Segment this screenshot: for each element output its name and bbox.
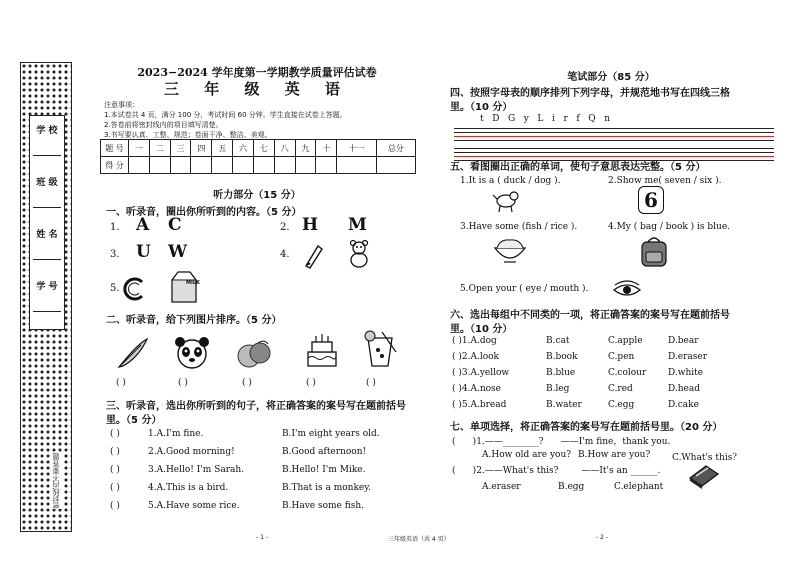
q1-item-number: 5.: [110, 283, 120, 294]
panda-icon: [172, 334, 212, 372]
q3-option-b: B.Hello! I'm Mike.: [282, 465, 366, 475]
pencil-icon[interactable]: [302, 242, 324, 268]
score-cell: 十一: [337, 140, 376, 157]
q6-option: C.egg: [608, 400, 635, 410]
q1-option[interactable]: H: [302, 215, 319, 235]
q3-title-line: 三、听录音，选出你所听到的句子，将正确答案的案号写在题前括号: [106, 401, 406, 412]
q2-answer-blank[interactable]: ( ): [116, 378, 126, 388]
peaches-icon: [236, 338, 272, 370]
notice-line: 2.答卷前将密封线内的项目填写清楚。: [104, 121, 223, 129]
q7-title: 七、单项选择，将正确答案的案号写在题前括号里。（20 分）: [450, 422, 723, 433]
q2-answer-blank[interactable]: ( ): [366, 378, 376, 388]
q1-item-number: 4.: [280, 249, 290, 260]
q6-option: B.blue: [546, 368, 576, 378]
q5-item[interactable]: 4.My ( bag / book ) is blue.: [608, 222, 731, 232]
score-cell: 九: [295, 140, 316, 157]
exam-title: 2023−2024 学年度第一学期教学质量评估试卷: [137, 66, 377, 79]
q3-option-b: B.Have some fish.: [282, 501, 364, 511]
score-row-label: 得 分: [101, 157, 129, 174]
q3-title-line: 里。（5 分）: [106, 415, 162, 426]
q3-option-a: 5.A.Have some rice.: [148, 501, 240, 511]
q1-item-number: 1.: [110, 222, 120, 233]
q3-option-a: 1.A.I'm fine.: [148, 429, 204, 439]
q6-option: B.book: [546, 352, 578, 362]
score-input[interactable]: [253, 157, 274, 174]
score-input[interactable]: [149, 157, 170, 174]
score-header-row: [101, 140, 416, 157]
q1-option[interactable]: A: [136, 215, 150, 235]
score-input[interactable]: [376, 157, 415, 174]
score-input[interactable]: [170, 157, 191, 174]
score-value-row: [101, 157, 416, 174]
bear-toy-icon[interactable]: [346, 240, 372, 268]
q2-answer-blank[interactable]: ( ): [242, 378, 252, 388]
class-field[interactable]: 班 级: [30, 172, 64, 214]
q7-option: A.How old are you?: [482, 450, 572, 460]
school-bag-icon: [638, 234, 670, 268]
q6-option: D.bear: [668, 336, 699, 346]
binding-strip: [20, 62, 72, 532]
q6-option: C.pen: [608, 352, 635, 362]
q6-title-line: 六、选出每组中不同类的一项，将正确答案的案号写在题前括号: [450, 310, 730, 321]
q2-answer-blank[interactable]: ( ): [306, 378, 316, 388]
q7-option: C.What's this？: [672, 453, 742, 463]
q6-option: C.colour: [608, 368, 647, 378]
student-info-box: [29, 115, 65, 330]
milk-carton-icon[interactable]: [168, 270, 200, 304]
school-field[interactable]: 学 校: [30, 120, 64, 162]
listening-heading: 听力部分（15 分）: [213, 190, 301, 201]
q1-option[interactable]: C: [168, 215, 182, 235]
birthday-cake-icon: [302, 330, 342, 370]
q4-title-line: 里。（10 分）: [450, 102, 513, 113]
q3-answer-blank[interactable]: ( ): [110, 465, 120, 475]
score-cell: 十: [316, 140, 337, 157]
footer-center: 三年级英语（共 4 页）: [388, 536, 450, 543]
q3-option-a: 3.A.Hello! I'm Sarah.: [148, 465, 245, 475]
milk-label: MILK: [186, 280, 200, 286]
q1-item-number: 2.: [280, 222, 290, 233]
q6-option: D.cake: [668, 400, 699, 410]
rice-bowl-icon: [492, 236, 528, 266]
q3-option-b: B.Good afternoon!: [282, 447, 367, 457]
q2-answer-blank[interactable]: ( ): [178, 378, 188, 388]
q6-option: C.apple: [608, 336, 643, 346]
score-input[interactable]: [337, 157, 376, 174]
q3-answer-blank[interactable]: ( ): [110, 447, 120, 457]
q6-option: B.water: [546, 400, 582, 410]
q1-option[interactable]: M: [348, 215, 367, 235]
q7-option: C.elephant: [614, 482, 664, 492]
q6-option: D.head: [668, 384, 701, 394]
q3-answer-blank[interactable]: ( ): [110, 429, 120, 439]
score-input[interactable]: [129, 157, 150, 174]
feather-brush-icon: [116, 336, 150, 370]
score-input[interactable]: [191, 157, 212, 174]
q6-option: D.white: [668, 368, 704, 378]
crayon-c-icon[interactable]: [122, 277, 148, 301]
q3-option-a: 4.A.This is a bird.: [148, 483, 229, 493]
q5-item[interactable]: 1.It is a ( duck / dog ).: [460, 176, 561, 186]
name-field[interactable]: 姓 名: [30, 224, 64, 266]
score-cell: 四: [191, 140, 212, 157]
q1-item-number: 3.: [110, 249, 120, 260]
q7-stem[interactable]: ( )2.——What's this? ——It's an ______.: [452, 466, 661, 476]
page-number-right: - 2 -: [596, 534, 608, 541]
notice-title: 注意事项：: [104, 101, 139, 109]
score-input[interactable]: [295, 157, 316, 174]
score-input[interactable]: [316, 157, 337, 174]
writing-heading: 笔试部分（85 分）: [567, 72, 655, 83]
eraser-icon: [686, 462, 720, 490]
q5-item[interactable]: 5.Open your ( eye / mouth ).: [460, 284, 589, 294]
q7-option: A.eraser: [482, 482, 521, 492]
q6-option[interactable]: ( )4.A.nose: [452, 384, 501, 394]
q4-title-line: 四、按照字母表的顺序排列下列字母，并规范地书写在四线三格: [450, 88, 730, 99]
score-cell: 二: [149, 140, 170, 157]
notice-line: 3.书写要认真、工整、规范；卷面干净、整洁、美观。: [104, 131, 272, 139]
q1-option[interactable]: U: [136, 242, 151, 262]
q2-title: 二、听录音，给下列图片排序。（5 分）: [106, 315, 282, 326]
score-cell: 八: [274, 140, 295, 157]
q7-option: B.How are you?: [578, 450, 651, 460]
score-cell: 七: [253, 140, 274, 157]
six-card: 6: [638, 186, 664, 214]
q4-letter-list: t D G y L i r f Q n: [480, 114, 611, 124]
q1-option[interactable]: W: [168, 242, 188, 262]
exam-subject: 三 年 级 英 语: [164, 80, 350, 98]
q6-option[interactable]: ( )1.A.dog: [452, 336, 497, 346]
four-line-grid[interactable]: [454, 128, 774, 144]
q3-option-a: 2.A.Good morning!: [148, 447, 235, 457]
q6-option: B.cat: [546, 336, 570, 346]
q1-title: 一、听录音，圈出你所听到的内容。（5 分）: [106, 207, 302, 218]
q5-item[interactable]: 2.Show me( seven / six ).: [608, 176, 722, 186]
q7-stem[interactable]: ( )1.——________? ——I'm fine，thank you.: [452, 437, 671, 447]
score-input[interactable]: [233, 157, 254, 174]
score-cell: 三: [170, 140, 191, 157]
q7-option: B.egg: [558, 482, 585, 492]
juice-glass-icon: [360, 330, 400, 370]
q3-option-b: B.I'm eight years old.: [282, 429, 380, 439]
q6-option[interactable]: ( )3.A.yellow: [452, 368, 510, 378]
q6-option: D.eraser: [668, 352, 707, 362]
q3-answer-blank[interactable]: ( ): [110, 501, 120, 511]
q5-title: 五、看图圈出正确的单词，使句子意思表达完整。（5 分）: [450, 162, 706, 173]
seal-line-text: 密封线内不要答题: [50, 453, 64, 509]
score-cell: 五: [212, 140, 233, 157]
score-table: [100, 139, 416, 174]
eye-icon: [612, 282, 642, 298]
q6-option[interactable]: ( )5.A.bread: [452, 400, 507, 410]
score-input[interactable]: [212, 157, 233, 174]
score-cell: 总分: [376, 140, 415, 157]
q6-option[interactable]: ( )2.A.look: [452, 352, 499, 362]
q6-option: C.red: [608, 384, 633, 394]
score-cell: 一: [129, 140, 150, 157]
score-cell: 题 号: [101, 140, 129, 157]
q6-option: B.leg: [546, 384, 570, 394]
notice-line: 1.本试卷共 4 页，满分 100 分，考试时间 60 分钟。学生直接在试卷上答题。: [104, 111, 347, 119]
student-number-field[interactable]: 学 号: [30, 276, 64, 318]
exam-notice: [104, 100, 347, 140]
score-cell: 六: [233, 140, 254, 157]
dog-icon: [492, 189, 522, 213]
q6-title-line: 里。（10 分）: [450, 324, 513, 335]
q5-item[interactable]: 3.Have some (fish / rice ).: [460, 222, 578, 232]
q3-option-b: B.That is a monkey.: [282, 483, 371, 493]
score-input[interactable]: [274, 157, 295, 174]
q3-answer-blank[interactable]: ( ): [110, 483, 120, 493]
page-number-left: - 1 -: [256, 534, 268, 541]
